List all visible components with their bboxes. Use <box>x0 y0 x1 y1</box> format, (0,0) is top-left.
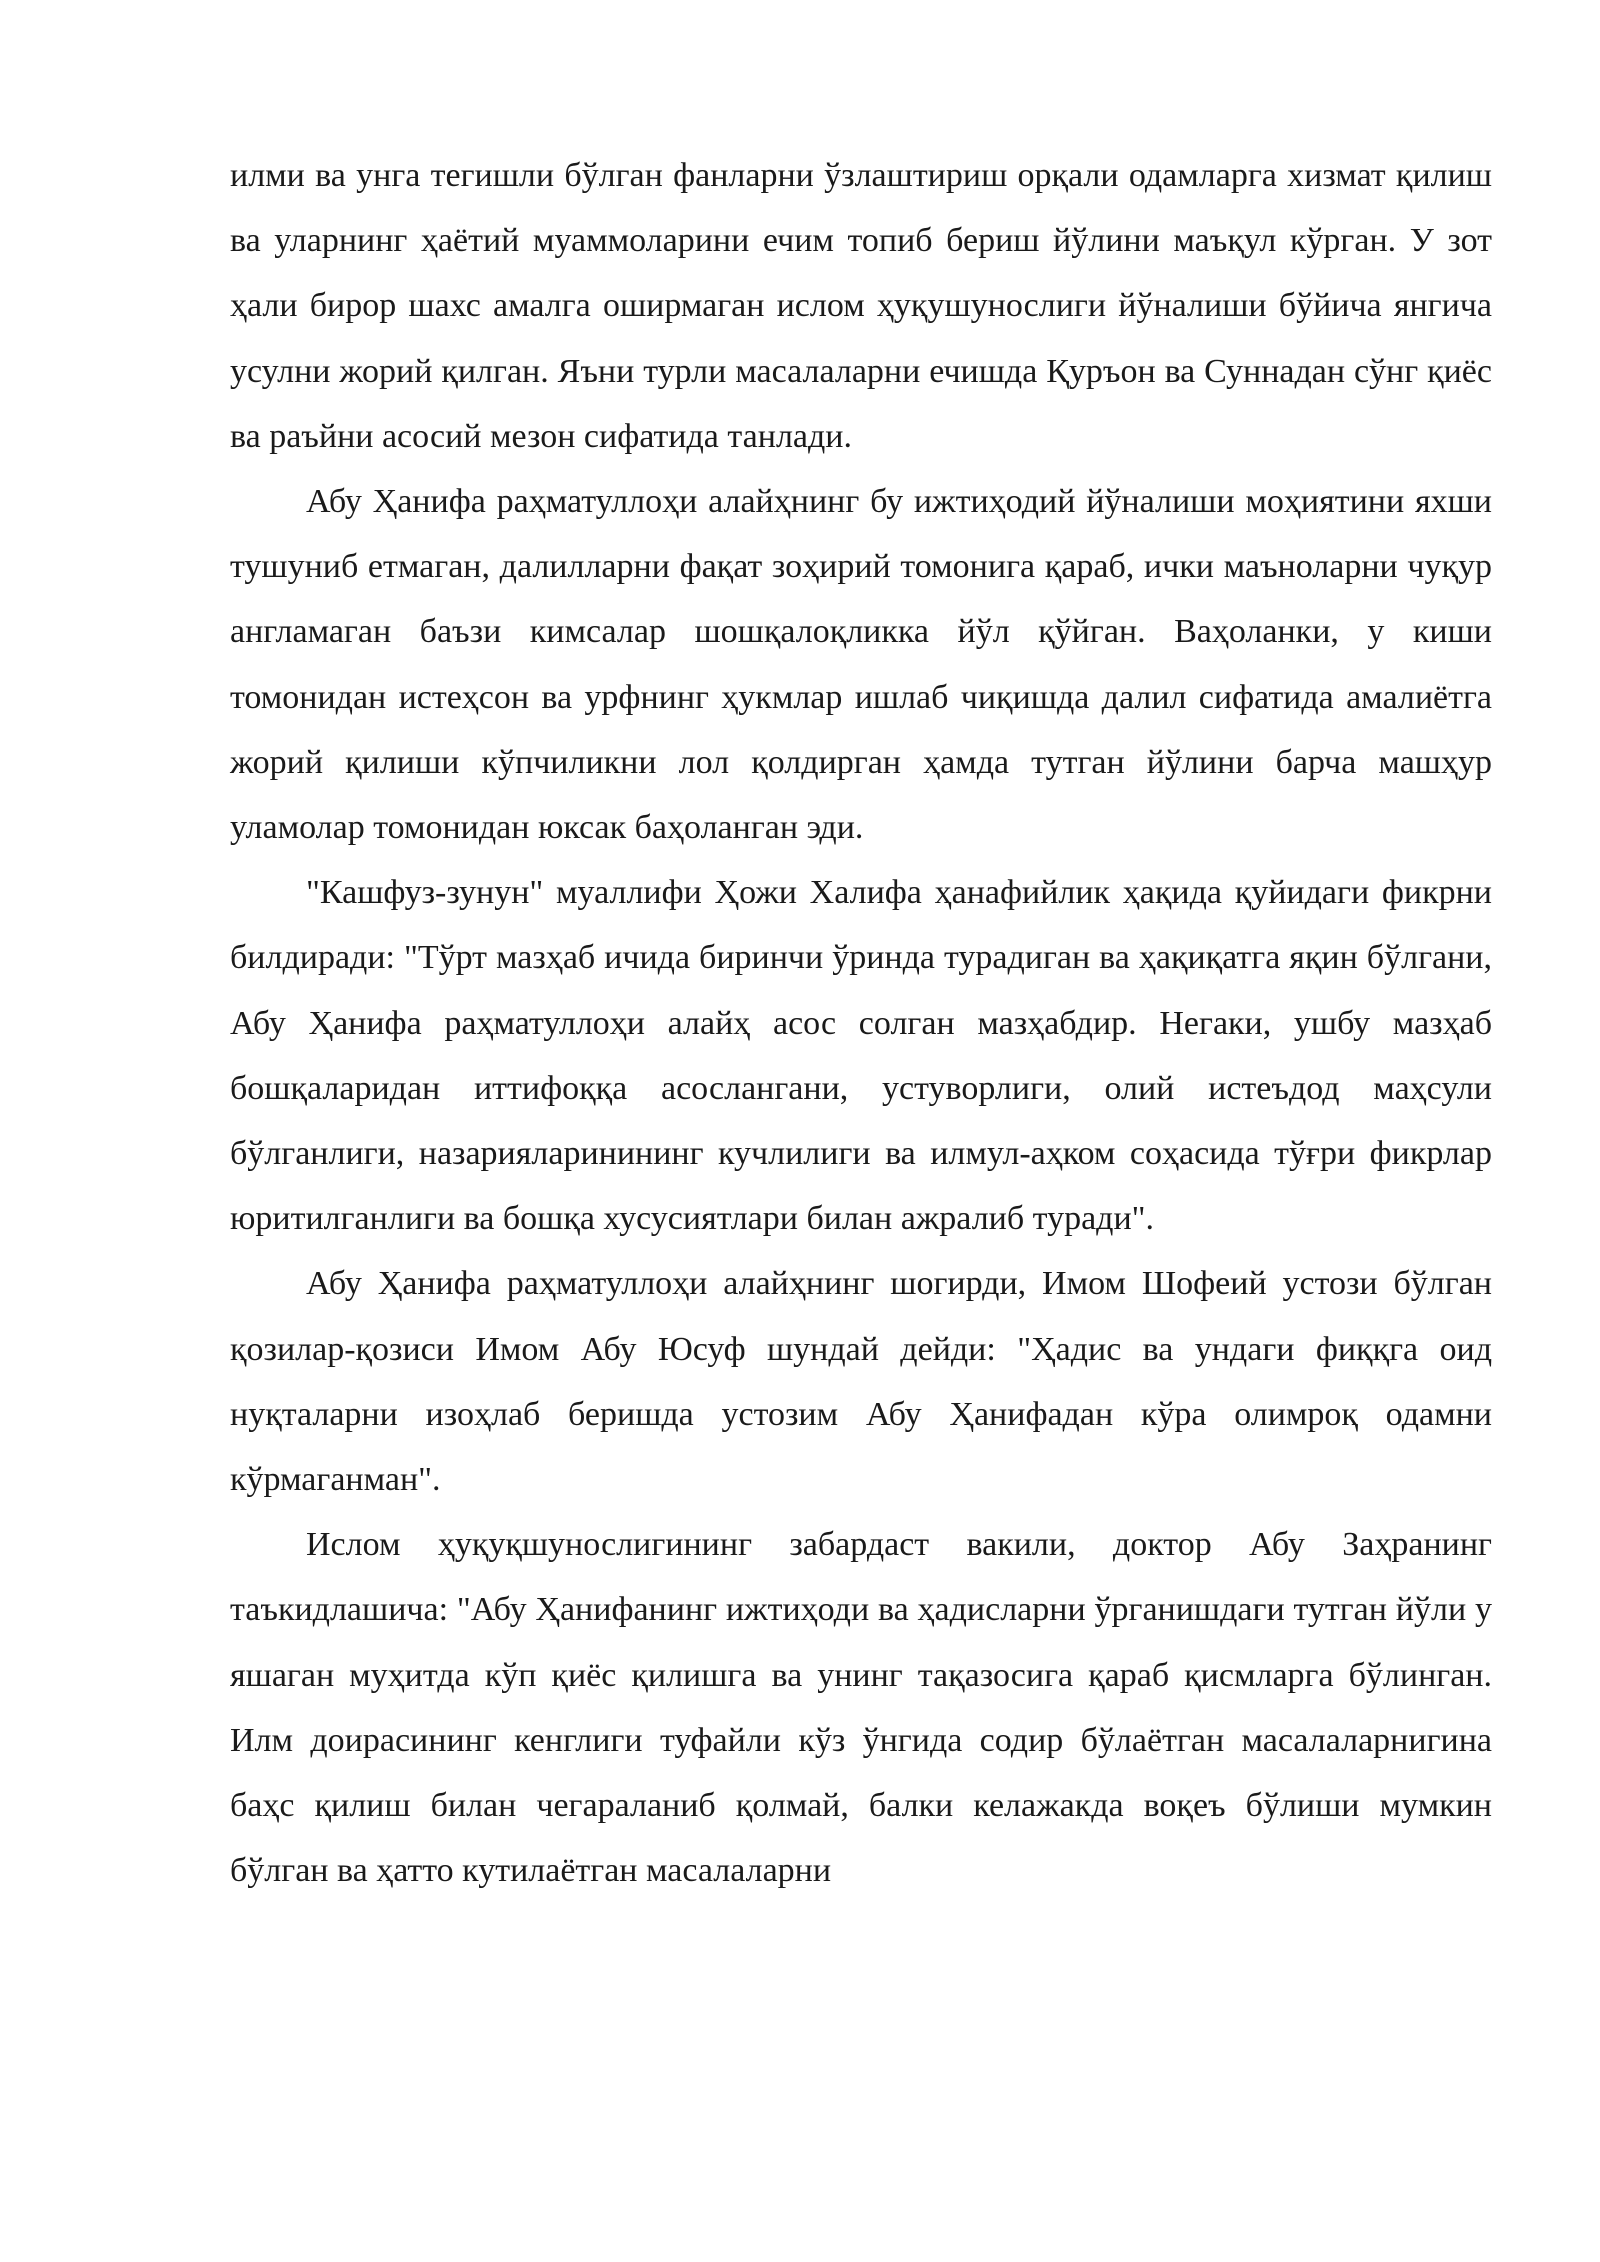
paragraph-abu-yusuf-quote: Абу Ҳанифа раҳматуллоҳи алайҳнинг шогирди, Имом Шофеий устози бўлган қозилар-қозиси Имом Абу Юсуф шундай дейди: "Ҳадис ва ундаги фиққга оид нуқталарни изоҳлаб беришда устозим Абу Ҳанифадан кўра олимроқ одамни кўрмаганман". <box>230 1265 1492 1499</box>
paragraph-abu-zahra-quote: Ислом ҳуқуқшунослигининг забардаст вакили, доктор Абу Заҳранинг таъкидлашича: "Абу Ҳанифанинг ижтиҳоди ва ҳадисларни ўрганишдаги тутган йўли у яшаган муҳитда кўп қиёс қилишга ва унинг тақазосига қараб қисмларга бўлинган. Илм доирасининг кенглиги туфайли кўз ўнгида содир бўлаётган масалаларнигина баҳс қилиш билан чегараланиб қолмай, балки келажакда воқеъ бўлиши мумкин бўлган ва ҳатто кутилаётган масалаларни <box>230 1526 1492 1890</box>
paragraph-kashfuz-zunun-quote: "Кашфуз-зунун" муаллифи Ҳожи Халифа ҳанафийлик ҳақида қуйидаги фикрни билдиради: "Тўрт мазҳаб ичида биринчи ўринда турадиган ва ҳақиқатга яқин бўлгани, Абу Ҳанифа раҳматуллоҳи алайҳ асос солган мазҳабдир. Негаки, ушбу мазҳаб бошқаларидан иттифоққа асослангани, устуворлиги, олий истеъдод маҳсули бўлганлиги, назарияларинининг кучлилиги ва илмул-аҳком соҳасида тўғри фикрлар юритилганлиги ва бошқа хусусиятлари билан ажралиб туради". <box>230 874 1492 1238</box>
paragraph-continuation: илми ва унга тегишли бўлган фанларни ўзлаштириш орқали одамларга хизмат қилиш ва уларнинг ҳаётий муаммоларини ечим топиб бериш йўлини маъқул кўрган. У зот ҳали бирор шахс амалга оширмаган ислом ҳуқушунослиги йўналиши бўйича янгича усулни жорий қилган. Яъни турли масалаларни ечишда Қуръон ва Суннадан сўнг қиёс ва раъйни асосий мезон сифатида танлади. <box>230 157 1492 455</box>
paragraph-ijtihad-direction: Абу Ҳанифа раҳматуллоҳи алайҳнинг бу ижтиҳодий йўналиши моҳиятини яхши тушуниб етмаган, далилларни фақат зоҳирий томонига қараб, ички маъноларни чуқур англамаган баъзи кимсалар шошқалоқликка йўл қўйган. Ваҳоланки, у киши томонидан истеҳсон ва урфнинг ҳукмлар ишлаб чиқишда далил сифатида амалиётга жорий қилиши кўпчиликни лол қолдирган ҳамда тутган йўлини барча машҳур уламолар томонидан юксак баҳоланган эди. <box>230 483 1492 847</box>
document-body <box>230 143 1492 1903</box>
